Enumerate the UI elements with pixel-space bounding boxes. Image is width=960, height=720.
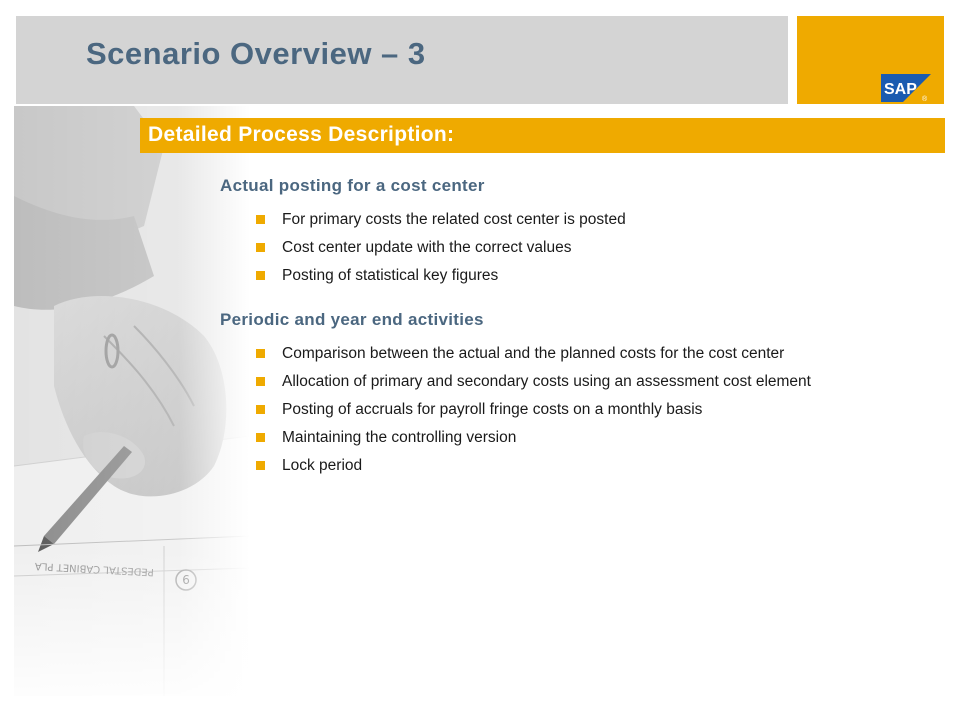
bullet-square-icon xyxy=(256,433,265,442)
list-item xyxy=(220,452,940,480)
list-item-text: Cost center update with the correct values xyxy=(282,239,572,256)
list-item xyxy=(220,262,940,290)
page-title: Scenario Overview – 3 xyxy=(86,36,426,71)
group-heading: Periodic and year end activities xyxy=(220,310,484,329)
list-item xyxy=(220,340,940,368)
trademark-mark: ® xyxy=(922,96,928,102)
list-item-text: Posting of statistical key figures xyxy=(282,267,499,284)
group-actual-posting xyxy=(220,176,940,290)
list-item-text: Maintaining the controlling version xyxy=(282,429,517,446)
list-item-text: Allocation of primary and secondary costs using an assessment cost element xyxy=(282,373,811,390)
logo-block xyxy=(797,16,944,104)
group-heading: Actual posting for a cost center xyxy=(220,176,485,195)
section-title: Detailed Process Description: xyxy=(148,123,455,146)
bullet-square-icon xyxy=(256,271,265,280)
sap-logo-text: SAP xyxy=(884,81,917,98)
list-item-text: Posting of accruals for payroll fringe costs on a monthly basis xyxy=(282,401,703,418)
list-item xyxy=(220,396,940,424)
list-item xyxy=(220,368,940,396)
bullet-square-icon xyxy=(256,349,265,358)
title-bar xyxy=(16,16,788,104)
bullet-list xyxy=(220,206,940,290)
bullet-square-icon xyxy=(256,377,265,386)
content-area xyxy=(220,176,940,500)
section-header-bar xyxy=(140,118,945,153)
bullet-square-icon xyxy=(256,215,265,224)
list-item-text: For primary costs the related cost center is posted xyxy=(282,211,626,228)
list-item-text: Lock period xyxy=(282,457,363,474)
list-item xyxy=(220,234,940,262)
background-photo xyxy=(14,106,250,696)
list-item-text: Comparison between the actual and the planned costs for the cost center xyxy=(282,345,785,362)
group-periodic-activities xyxy=(220,310,940,480)
bullet-square-icon xyxy=(256,405,265,414)
sap-logo xyxy=(881,74,931,102)
bullet-square-icon xyxy=(256,243,265,252)
bullet-square-icon xyxy=(256,461,265,470)
list-item xyxy=(220,424,940,452)
bullet-list xyxy=(220,340,940,480)
list-item xyxy=(220,206,940,234)
